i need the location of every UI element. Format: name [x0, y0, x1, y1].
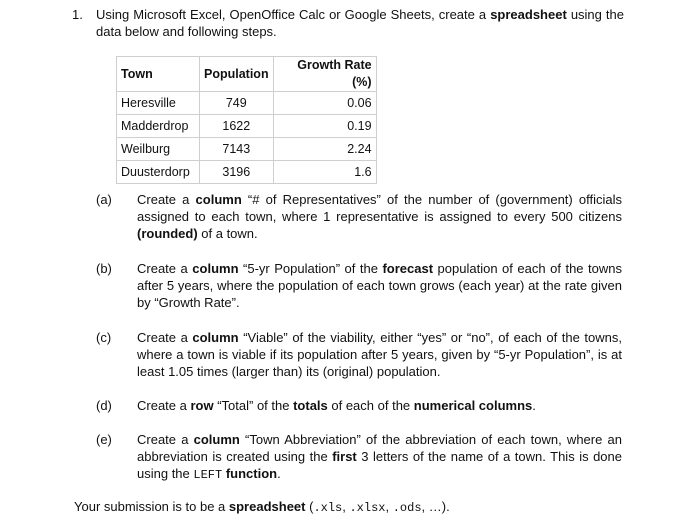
header-town: Town [117, 57, 200, 92]
table-row [117, 92, 377, 115]
part-d [96, 397, 622, 414]
data-table [116, 56, 377, 184]
part-e-text: Create a column “Town Abbreviation” of the abbreviation of each town, where an abbreviation is created using the first 3 letters of the name of a town. This is done using the LEFT function. [137, 432, 622, 482]
part-d-text: Create a row “Total” of the totals of each of the numerical columns. [137, 398, 536, 413]
cell-town: Madderdrop [117, 115, 200, 138]
part-label: (e) [96, 432, 112, 447]
part-c [96, 329, 622, 380]
part-label: (d) [96, 398, 112, 413]
table-row [117, 161, 377, 184]
part-b-text: Create a column “5-yr Population” of the forecast population of each of the towns after 5 years, where the population of each town grows (each year) at the rate given by “Growth Rate”. [137, 261, 623, 310]
cell-growth: 1.6 [273, 161, 376, 184]
cell-population: 1622 [200, 115, 274, 138]
question-1 [72, 6, 624, 40]
cell-town: Weilburg [117, 138, 200, 161]
header-growth-rate: Growth Rate (%) [273, 57, 376, 92]
question-number: 1. [72, 7, 83, 22]
bold-spreadsheet: spreadsheet [490, 7, 567, 22]
cell-population: 749 [200, 92, 274, 115]
ext-xlsx: .xlsx [349, 501, 386, 515]
cell-town: Duusterdorp [117, 161, 200, 184]
table-header-row [117, 57, 377, 92]
table-row [117, 115, 377, 138]
part-label: (b) [96, 261, 112, 276]
cell-town: Heresville [117, 92, 200, 115]
part-a-text: Create a column “# of Representatives” of the number of (government) officials assigned to each town, where 1 representative is assigned to every 500 citizens (rounded) of a town. [137, 192, 622, 241]
part-b [96, 260, 622, 311]
cell-growth: 0.19 [273, 115, 376, 138]
part-label: (a) [96, 192, 112, 207]
cell-population: 3196 [200, 161, 274, 184]
part-label: (c) [96, 330, 112, 345]
code-left: LEFT [193, 468, 223, 482]
table-row [117, 138, 377, 161]
bold-spreadsheet: spreadsheet [228, 499, 306, 514]
cell-growth: 0.06 [273, 92, 376, 115]
submission-note: Your submission is to be a spreadsheet (.xls, .xlsx, .ods, …). [74, 499, 450, 515]
part-c-text: Create a column “Viable” of the viability, either “yes” or “no”, of each of the towns, where a town is viable if its population after 5 years, given by “5-yr Population”, is at least 1.05 times (larger than) its (original) population. [137, 330, 622, 379]
part-a [96, 191, 622, 242]
header-population: Population [200, 57, 274, 92]
question-intro: Using Microsoft Excel, OpenOffice Calc or Google Sheets, create a spreadsheet using the data below and following steps. [96, 7, 625, 39]
cell-population: 7143 [200, 138, 274, 161]
ext-xls: .xls [313, 501, 343, 515]
part-e [96, 431, 622, 484]
ext-ods: .ods [392, 501, 422, 515]
cell-growth: 2.24 [273, 138, 376, 161]
